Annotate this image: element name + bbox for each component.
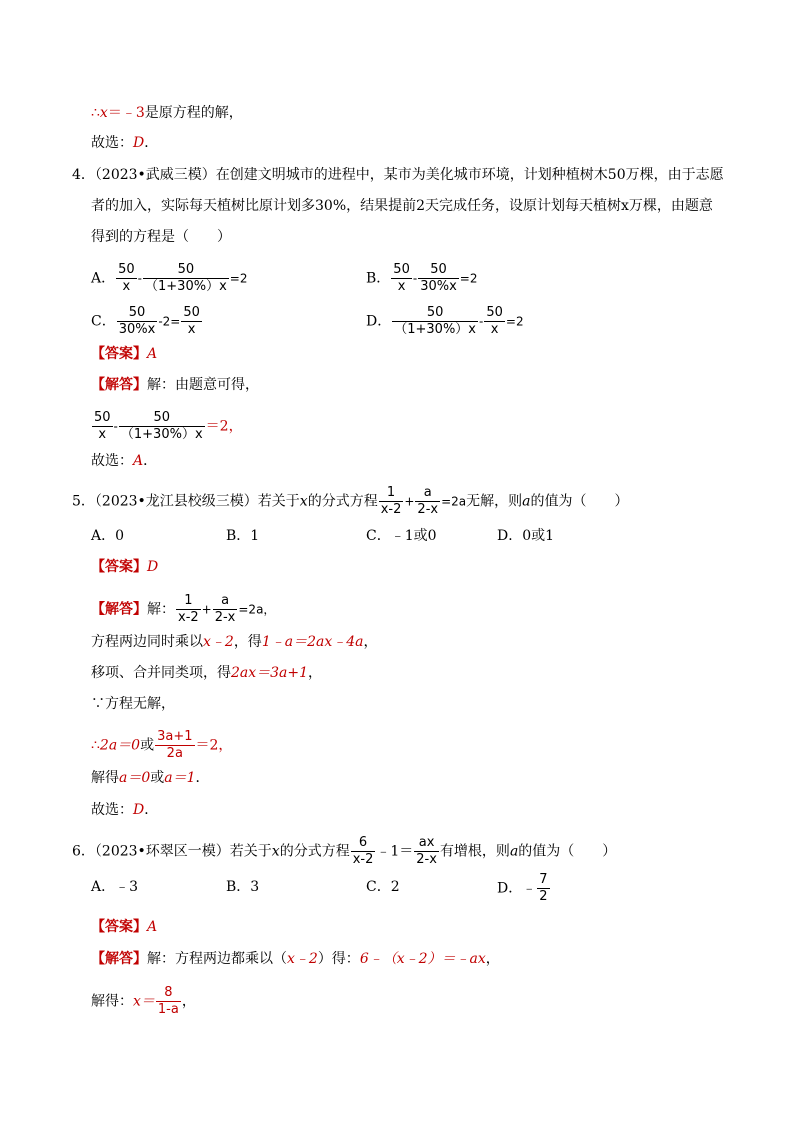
fraction: $\frac{a}{2-x}$: [417, 485, 439, 517]
q4-option-a: A． $\frac{50}{x}$ - $\frac{50}{(1+30\%)x}$ =2: [91, 262, 248, 294]
fraction: $\frac{50}{x}$: [486, 305, 503, 337]
fraction: $\frac{50}{x}$: [183, 305, 200, 337]
fraction: $\frac{50}{(1+30\%)x}$: [120, 410, 203, 442]
fraction: $\frac{1}{x-2}$: [178, 593, 199, 625]
q6-solution: 【解答】解：方程两边都乘以（x﹣2）得：6﹣（x﹣2）＝﹣ax，: [91, 951, 500, 967]
q5-option-d: D．0或1: [497, 528, 555, 544]
q5-step-combine: 移项、合并同类项，得2ax＝3a+1，: [91, 665, 323, 681]
q5-option-c: C．﹣1或0: [366, 528, 437, 544]
q6-stem: 6．（2023•环翠区一模）若关于x的分式方程 $\frac{6}{x-2}$ ﹣1＝ $\frac{ax}{2-x}$ 有增根，则a的值为（ ）: [72, 835, 617, 867]
q6-step-result: 解得：x＝ $\frac{8}{1-a}$ ，: [91, 985, 196, 1017]
q4-choose: 故选：A．: [91, 453, 158, 469]
q4-stem-line1: 4．（2023•武威三模）在创建文明城市的进程中，某市为美化城市环境，计划种植树木50万棵，由于志愿: [72, 167, 724, 183]
q5-option-a: A．0: [91, 528, 125, 544]
q6-option-c: C．2: [366, 879, 400, 895]
fraction: $\frac{6}{x-2}$: [352, 835, 374, 867]
q4-stem-line3: 得到的方程是（ ）: [91, 229, 231, 245]
prev-choose: 故选：D．: [91, 135, 159, 151]
q5-answer: 【答案】D: [91, 559, 159, 575]
fraction: $\frac{8}{1-a}$: [157, 985, 179, 1017]
fraction: $\frac{1}{x-2}$: [380, 485, 402, 517]
fraction: $\frac{50}{x}$: [118, 262, 135, 294]
fraction: $\frac{3a+1}{2a}$: [157, 729, 193, 761]
q6-option-d: D．﹣ $\frac{7}{2}$: [497, 872, 548, 904]
fraction: $\frac{50}{30\%x}$: [118, 305, 156, 337]
q5-option-b: B．1: [226, 528, 260, 544]
fraction: $\frac{50}{(1+30\%)x}$: [145, 262, 227, 294]
q5-step-result: 解得a＝0或a＝1．: [91, 770, 210, 786]
q5-solution: 【解答】解： $\frac{1}{x-2}$ + $\frac{a}{2-x}$ =2a，: [91, 593, 276, 625]
prev-conclusion: ∴x＝﹣3是原方程的解，: [91, 105, 243, 121]
q5-step-cases: ∴2a＝0或 $\frac{3a+1}{2a}$ ＝2，: [91, 729, 233, 761]
fraction: $\frac{50}{x}$: [94, 410, 111, 442]
q4-option-b: B． $\frac{50}{x}$ - $\frac{50}{30\%x}$ =2: [366, 262, 478, 294]
q6-option-b: B．3: [226, 879, 260, 895]
q4-stem-line2: 者的加入，实际每天植树比原计划多30%，结果提前2天完成任务，设原计划每天植树x万棵，由题意: [91, 198, 713, 214]
fraction: $\frac{a}{2-x}$: [214, 593, 236, 625]
q4-answer: 【答案】A: [91, 346, 158, 362]
q4-solution-equation: $\frac{50}{x}$ - $\frac{50}{(1+30\%)x}$ ＝2，: [94, 410, 243, 442]
fraction: $\frac{ax}{2-x}$: [416, 835, 437, 867]
q5-step-multiply: 方程两边同时乘以x﹣2，得1﹣a＝2ax﹣4a，: [91, 634, 378, 650]
fraction: $\frac{50}{30\%x}$: [420, 262, 457, 294]
fraction: $\frac{7}{2}$: [539, 872, 548, 904]
q6-answer: 【答案】A: [91, 919, 158, 935]
q6-option-a: A．﹣3: [91, 879, 139, 895]
q4-option-c: C． $\frac{50}{30\%x}$ -2= $\frac{50}{x}$: [91, 305, 200, 337]
q5-step-nosolution: ∵方程无解，: [91, 696, 175, 712]
q5-choose: 故选：D．: [91, 802, 159, 818]
fraction: $\frac{50}{(1+30\%)x}$: [394, 305, 476, 337]
fraction: $\frac{50}{x}$: [393, 262, 410, 294]
q4-solution: 【解答】解：由题意可得，: [91, 377, 259, 393]
q4-option-d: D． $\frac{50}{(1+30\%)x}$ - $\frac{50}{x}$ =2: [366, 305, 524, 337]
q5-stem: 5．（2023•龙江县校级三模）若关于x的分式方程 $\frac{1}{x-2}$ + $\frac{a}{2-x}$ =2a无解，则a的值为（ ）: [72, 485, 629, 517]
